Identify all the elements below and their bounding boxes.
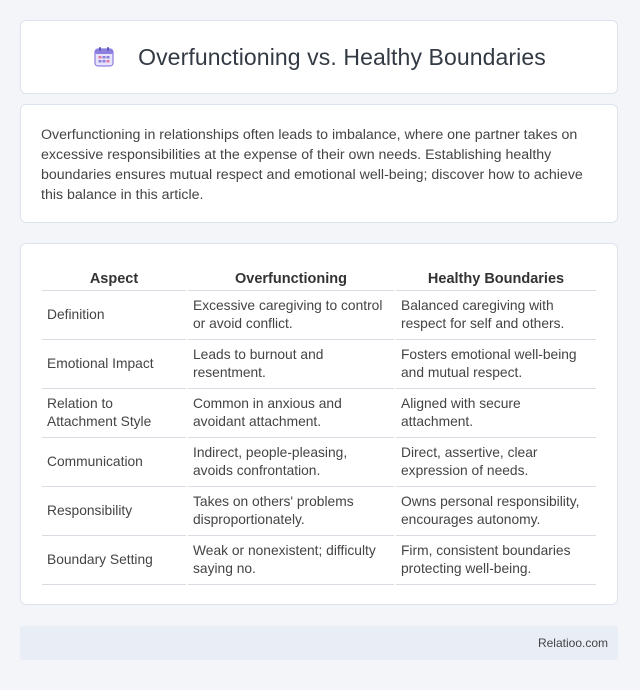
overfunctioning-cell: Leads to burnout and resentment.	[188, 340, 394, 389]
healthy-boundaries-cell: Balanced caregiving with respect for self and others.	[396, 291, 596, 340]
table-row	[42, 291, 596, 340]
healthy-boundaries-cell: Direct, assertive, clear expression of needs.	[396, 438, 596, 487]
table-row	[42, 340, 596, 389]
overfunctioning-cell: Excessive caregiving to control or avoid conflict.	[188, 291, 394, 340]
table-row	[42, 487, 596, 536]
comparison-table	[40, 266, 598, 585]
healthy-boundaries-cell: Fosters emotional well-being and mutual respect.	[396, 340, 596, 389]
aspect-cell: Definition	[42, 291, 186, 340]
healthy-boundaries-cell: Firm, consistent boundaries protecting well-being.	[396, 536, 596, 585]
comparison-table-card	[20, 243, 618, 605]
table-row	[42, 536, 596, 585]
table-header-row	[42, 266, 596, 291]
aspect-cell: Communication	[42, 438, 186, 487]
column-header-overfunctioning: Overfunctioning	[188, 266, 394, 291]
column-header-aspect: Aspect	[42, 266, 186, 291]
intro-text: Overfunctioning in relationships often leads to imbalance, where one partner takes on excessive responsibilities at the expense of their own needs. Establishing healthy boundaries ensures mutual respect and emotional well-being; discover how to achieve this balance in this article.	[41, 127, 583, 203]
page-title: Overfunctioning vs. Healthy Boundaries	[138, 43, 546, 70]
table-row	[42, 389, 596, 438]
overfunctioning-cell: Indirect, people-pleasing, avoids confrontation.	[188, 438, 394, 487]
aspect-cell: Boundary Setting	[42, 536, 186, 585]
aspect-cell: Emotional Impact	[42, 340, 186, 389]
title-card	[20, 20, 618, 94]
table-row	[42, 438, 596, 487]
overfunctioning-cell: Weak or nonexistent; difficulty saying no.	[188, 536, 394, 585]
overfunctioning-cell: Takes on others' problems disproportionately.	[188, 487, 394, 536]
aspect-cell: Responsibility	[42, 487, 186, 536]
healthy-boundaries-cell: Owns personal responsibility, encourages autonomy.	[396, 487, 596, 536]
intro-card	[20, 104, 618, 223]
footer-brand[interactable]: Relatioo.com	[537, 636, 608, 650]
overfunctioning-cell: Common in anxious and avoidant attachment.	[188, 389, 394, 438]
footer-bar	[20, 626, 618, 660]
calendar-icon	[92, 45, 116, 69]
aspect-cell: Relation to Attachment Style	[42, 389, 186, 438]
healthy-boundaries-cell: Aligned with secure attachment.	[396, 389, 596, 438]
column-header-healthy-boundaries: Healthy Boundaries	[396, 266, 596, 291]
